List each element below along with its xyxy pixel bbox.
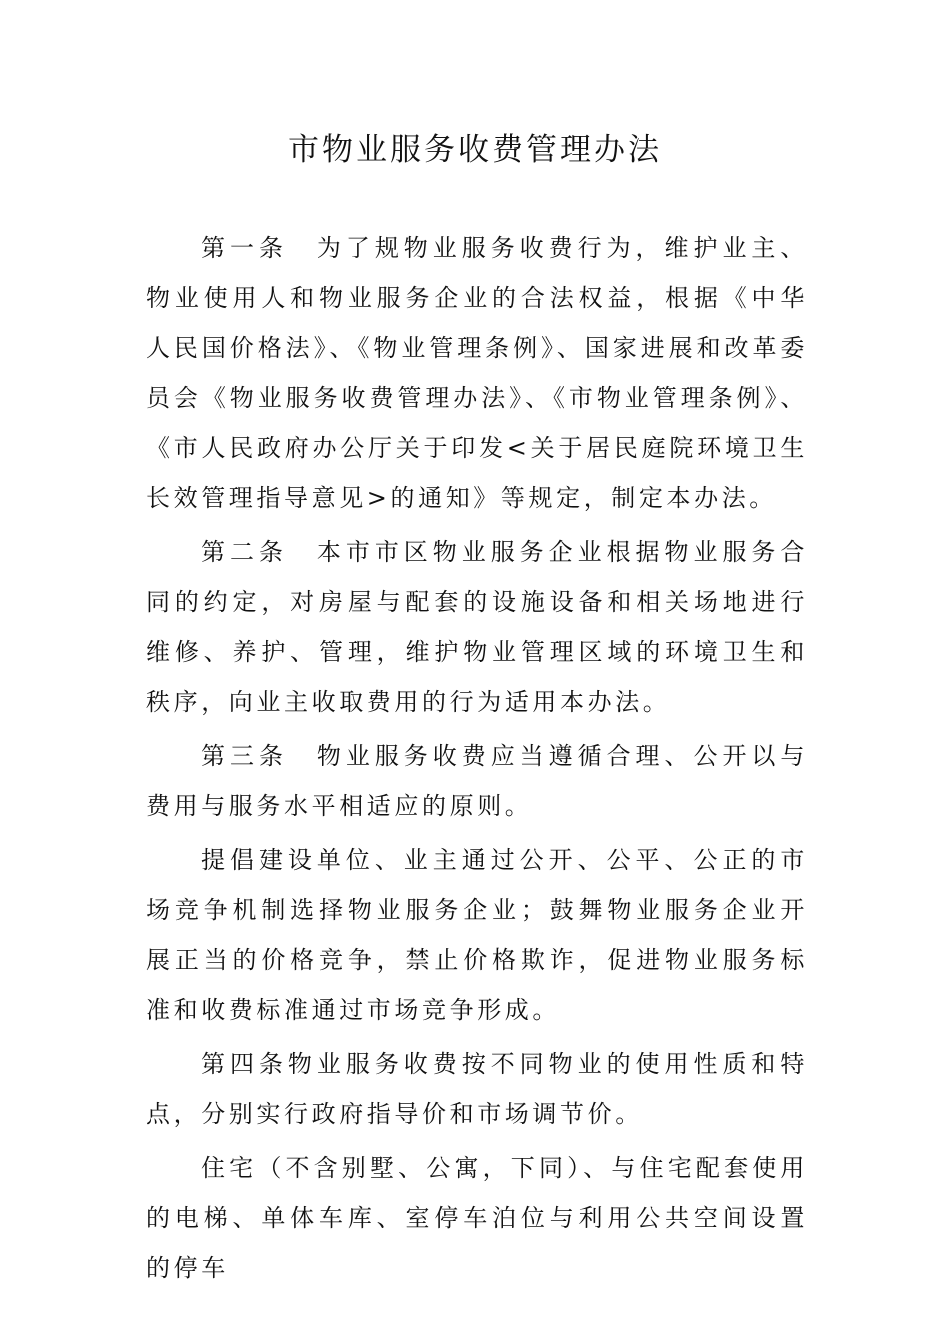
article-1-paragraph: 第一条 为了规物业服务收费行为，维护业主、物业使用人和物业服务企业的合法权益，根据《中华人民国价格法》、《物业管理条例》、国家进展和改革委员会《物业服务收费管理办法》、《市物业管理条例》、《市人民政府办公厅关于印发<关于居民庭院环境卫生长效管理指导意见>的通知》等规定，制定本办法。	[146, 234, 808, 512]
document-body	[146, 223, 808, 1293]
document-title: 市物业服务收费管理办法	[288, 132, 662, 168]
article-2-paragraph: 第二条 本市市区物业服务企业根据物业服务合同的约定，对房屋与配套的设施设备和相关场地进行维修、养护、管理，维护物业管理区域的环境卫生和秩序，向业主收取费用的行为适用本办法。	[146, 538, 808, 716]
article-3-paragraph: 第三条 物业服务收费应当遵循合理、公开以与费用与服务水平相适应的原则。	[146, 742, 808, 820]
article-3-continuation-paragraph: 提倡建设单位、业主通过公开、公平、公正的市场竞争机制选择物业服务企业；鼓舞物业服务企业开展正当的价格竞争，禁止价格欺诈，促进物业服务标准和收费标准通过市场竞争形成。	[146, 846, 808, 1024]
article-4-paragraph: 第四条物业服务收费按不同物业的使用性质和特点，分别实行政府指导价和市场调节价。	[146, 1050, 808, 1128]
article-4-continuation-paragraph: 住宅（不含别墅、公寓，下同）、与住宅配套使用的电梯、单体车库、室停车泊位与利用公共空间设置的停车	[146, 1154, 808, 1282]
